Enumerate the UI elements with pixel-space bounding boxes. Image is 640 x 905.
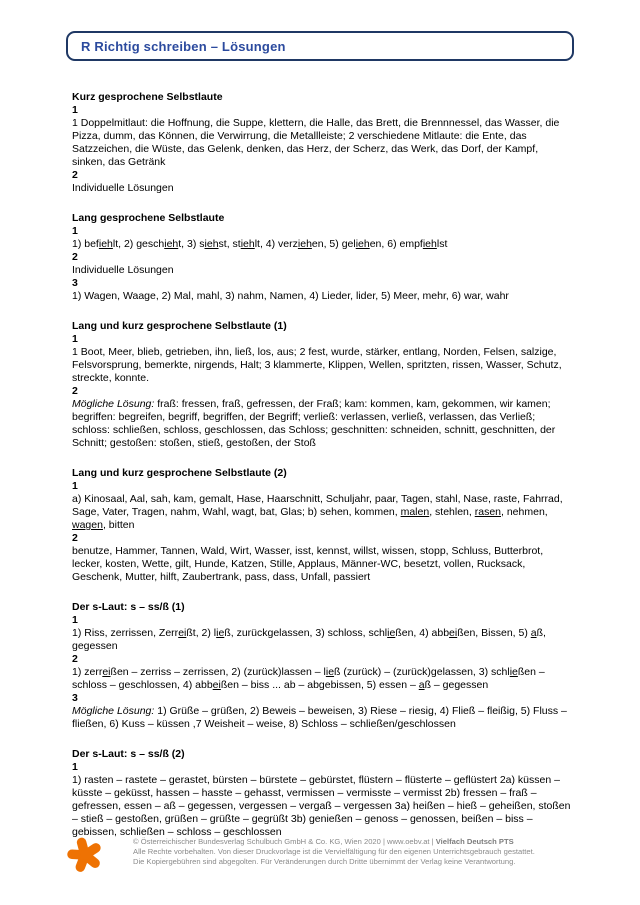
exercise-answer-text: 1 Boot, Meer, blieb, getrieben, ihn, ließ, los, aus; 2 fest, wurde, stärker, entlang, Norden, Felsen, salzige, Felsvorsprung, bemerkte, nirgends, Halt; 3 klammerte, Klippen, Wellen, spritzten, rissen, Wasser, Schutz, streckte, konnte. bbox=[72, 346, 562, 384]
copyright-line: © Österreichischer Bundesverlag Schulbuch GmbH & Co. KG, Wien 2020 | www.oebv.at | Vielfach Deutsch PTS bbox=[133, 837, 514, 846]
answer-section bbox=[72, 212, 573, 303]
exercise-answer-text: 1) Wagen, Waage, 2) Mal, mahl, 3) nahm, Namen, 4) Lieder, lider, 5) Meer, mehr, 6) war, wahr bbox=[72, 290, 509, 302]
exercise-number: 1 bbox=[72, 480, 78, 492]
oebv-logo-icon bbox=[64, 835, 106, 875]
title-box bbox=[66, 31, 574, 61]
answer-section bbox=[72, 91, 573, 195]
exercise-number: 1 bbox=[72, 333, 78, 345]
exercise-answer-text: benutze, Hammer, Tannen, Wald, Wirt, Wasser, isst, kennst, willst, wissen, stopp, Schluss, Butterbrot, lecker, kosten, Wette, gilt, Hunde, Katzen, Stille, Applaus, Männer-WC, besetzt, vollen, Rucksack, Geschenk, Mutter, hilft, Zaubertrank, pass, dass, Unfall, passiert bbox=[72, 545, 544, 583]
footer bbox=[64, 834, 574, 875]
exercise-answer-text: Mögliche Lösung: 1) Grüße – grüßen, 2) Beweis – beweisen, 3) Riese – riesig, 4) Fließ – fleißig, 5) Fluss – fließen, 6) Kuss – küssen ,7 Weisheit – weise, 8) Schloss – schließen/geschlossen bbox=[72, 705, 567, 730]
page-title: R Richtig schreiben – Lösungen bbox=[81, 38, 286, 54]
copyright-line: Die Kopiergebühren sind abgegolten. Für Veränderungen durch Dritte übernimmt der Verlag keine Verantwortung. bbox=[133, 856, 516, 866]
copyright-line: Alle Rechte vorbehalten. Von dieser Druckvorlage ist die Vervielfältigung für den eigenen Unterrichtsgebrauch gestattet. bbox=[133, 846, 535, 856]
exercise-number: 2 bbox=[72, 653, 78, 665]
answer-section bbox=[72, 601, 573, 731]
copyright-text bbox=[133, 837, 535, 866]
exercise-answer-text: 1) rasten – rastete – gerastet, bürsten – bürstete – gebürstet, flüstern – flüsterte – geflüstert 2a) küssen – küsste – geküsst, hassen – hasste – gehasst, vermissen – vermisste – vermisst 2b) fressen – fraß – gefressen, essen – aß – gegessen, vergessen – vergaß – vergessen 3a) heißen – hieß – geheißen, stoßen – stieß – gestoßen, grüßen – grüßte – gegrüßt 3b) genießen – genoss – genossen, beißen – biss – gebissen, schließen – schloss – geschlossen bbox=[72, 774, 571, 838]
exercise-number: 1 bbox=[72, 225, 78, 237]
exercise-answer-text: Mögliche Lösung: fraß: fressen, fraß, gefressen, der Fraß; kam: kommen, kam, gekommen, wir kamen; begriffen: begreifen, begriff, begriffen, der Begriff; verließ: verlassen, verließ, verlassen, das Verließ; schloss: schließen, schloss, geschlossen, das Schloss; geschnitten: schneiden, schnitt, geschnitten, der Schnitt; gestoßen: stoßen, stieß, gestoßen, der Stoß bbox=[72, 398, 556, 449]
exercise-answer-text: 1) zerreißen – zerriss – zerrissen, 2) (zurück)lassen – ließ (zurück) – (zurück)gelassen, 3) schließen – schloss – geschlossen, 4) abbeißen – biss ... ab – abgebissen, 5) essen – aß – gegessen bbox=[72, 666, 545, 691]
exercise-number: 2 bbox=[72, 251, 78, 263]
section-heading: Der s-Laut: s – ss/ß (2) bbox=[72, 748, 185, 760]
section-heading: Der s-Laut: s – ss/ß (1) bbox=[72, 601, 185, 613]
exercise-number: 1 bbox=[72, 761, 78, 773]
exercise-number: 3 bbox=[72, 692, 78, 704]
exercise-answer-text: Individuelle Lösungen bbox=[72, 264, 174, 276]
exercise-answer-text: a) Kinosaal, Aal, sah, kam, gemalt, Hase, Haarschnitt, Schuljahr, paar, Tagen, stahl, Nase, raste, Fahrrad, Sage, Vater, Tragen, nahm, Wahl, wagt, bat, Glas; b) sehen, kommen, malen, stehlen, rasen, nehmen, wagen, bitten bbox=[72, 493, 563, 531]
section-heading: Kurz gesprochene Selbstlaute bbox=[72, 91, 223, 103]
exercise-number: 2 bbox=[72, 169, 78, 181]
answer-sections bbox=[72, 91, 573, 839]
exercise-number: 3 bbox=[72, 277, 78, 289]
answer-section bbox=[72, 748, 573, 839]
answer-section bbox=[72, 320, 573, 450]
exercise-number: 2 bbox=[72, 385, 78, 397]
exercise-answer-text: 1) Riss, zerrissen, Zerreißt, 2) ließ, zurückgelassen, 3) schloss, schließen, 4) abbeißen, Bissen, 5) aß, gegessen bbox=[72, 627, 546, 652]
section-heading: Lang gesprochene Selbstlaute bbox=[72, 212, 225, 224]
exercise-number: 2 bbox=[72, 532, 78, 544]
section-heading: Lang und kurz gesprochene Selbstlaute (1) bbox=[72, 320, 287, 332]
exercise-answer-text: 1 Doppelmitlaut: die Hoffnung, die Suppe, klettern, die Halle, das Brett, die Brennnessel, das Wasser, die Pizza, dumm, das Können, die Verwirrung, die Metallleiste; 2 verschiedene Mitlaute: die Ente, das Satzzeichen, die Wüste, das Gelenk, denken, das Herz, der Scherz, das Werk, das Dorf, der Kampf, sinken, das Getränk bbox=[72, 117, 560, 168]
section-heading: Lang und kurz gesprochene Selbstlaute (2) bbox=[72, 467, 287, 479]
exercise-answer-text: 1) befiehlt, 2) geschieht, 3) siehst, stiehlt, 4) verziehen, 5) geliehen, 6) empfiehlst bbox=[72, 238, 448, 250]
exercise-number: 1 bbox=[72, 104, 78, 116]
exercise-number: 1 bbox=[72, 614, 78, 626]
answer-section bbox=[72, 467, 573, 584]
exercise-answer-text: Individuelle Lösungen bbox=[72, 182, 174, 194]
